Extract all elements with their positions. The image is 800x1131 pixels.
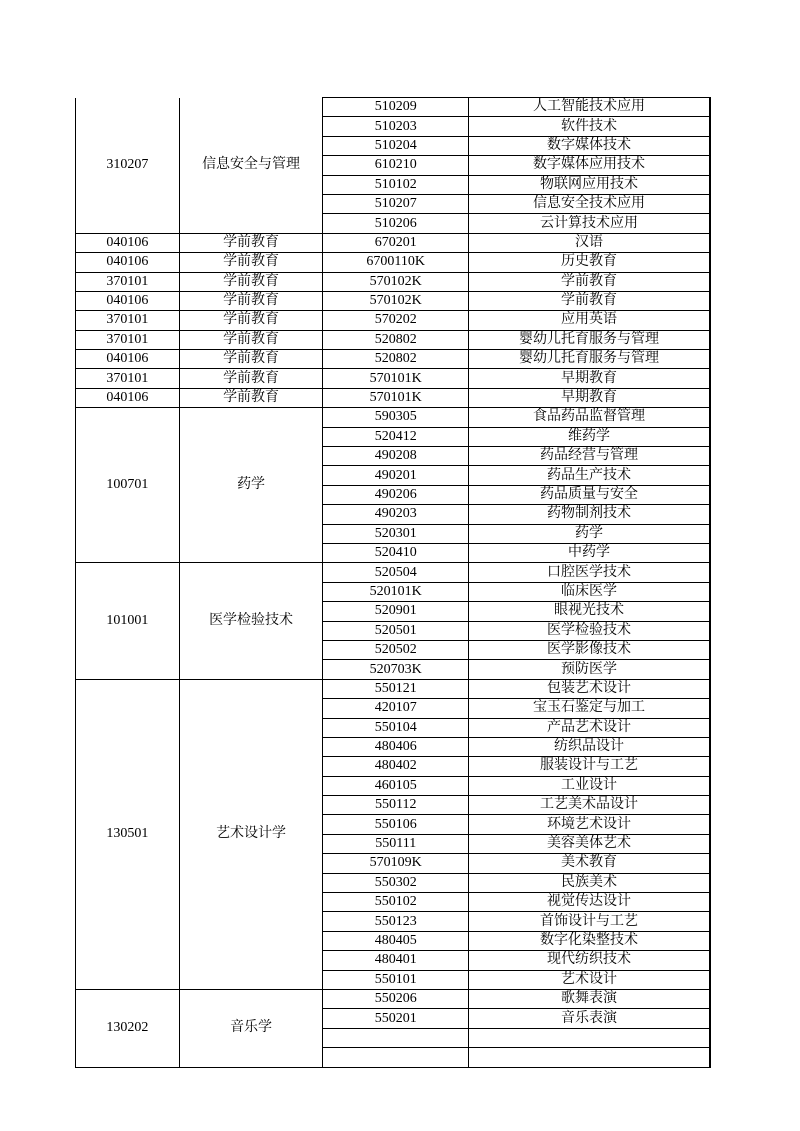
vocational-major-name: 早期教育	[469, 388, 711, 407]
table-row	[76, 679, 711, 698]
vocational-major-name: 首饰设计与工艺	[469, 912, 711, 931]
vocational-major-code: 510206	[323, 214, 469, 233]
vocational-major-name: 婴幼儿托育服务与管理	[469, 350, 711, 369]
vocational-major-name: 医学检验技术	[469, 621, 711, 640]
vocational-major-code: 520101K	[323, 582, 469, 601]
vocational-major-code: 670201	[323, 233, 469, 252]
undergrad-major-code: 370101	[76, 311, 180, 330]
vocational-major-name: 环境艺术设计	[469, 815, 711, 834]
undergrad-major-code: 040106	[76, 291, 180, 310]
vocational-major-code: 550101	[323, 970, 469, 989]
vocational-major-name: 药学	[469, 524, 711, 543]
vocational-major-name: 宝玉石鉴定与加工	[469, 699, 711, 718]
vocational-major-name: 产品艺术设计	[469, 718, 711, 737]
vocational-major-name: 服装设计与工艺	[469, 757, 711, 776]
vocational-major-name: 学前教育	[469, 272, 711, 291]
table-row	[76, 253, 711, 272]
vocational-major-code: 460105	[323, 776, 469, 795]
vocational-major-code: 550111	[323, 834, 469, 853]
vocational-major-name: 历史教育	[469, 253, 711, 272]
vocational-major-name: 纺织品设计	[469, 737, 711, 756]
vocational-major-code: 570101K	[323, 369, 469, 388]
table-row	[76, 311, 711, 330]
vocational-major-code: 480401	[323, 951, 469, 970]
vocational-major-code: 550106	[323, 815, 469, 834]
vocational-major-code: 550302	[323, 873, 469, 892]
undergrad-major-name: 学前教育	[179, 350, 323, 369]
undergrad-major-code: 040106	[76, 253, 180, 272]
vocational-major-name: 美容美体艺术	[469, 834, 711, 853]
undergrad-major-name: 学前教育	[179, 388, 323, 407]
vocational-major-code: 550121	[323, 679, 469, 698]
table-row	[76, 272, 711, 291]
table-row	[76, 233, 711, 252]
vocational-major-code: 550206	[323, 989, 469, 1008]
vocational-major-name: 数字媒体应用技术	[469, 156, 711, 175]
vocational-major-name: 应用英语	[469, 311, 711, 330]
undergrad-major-code: 130202	[76, 989, 180, 1067]
vocational-major-code: 510203	[323, 117, 469, 136]
undergrad-major-name: 学前教育	[179, 369, 323, 388]
undergrad-major-name: 医学检验技术	[179, 563, 323, 679]
vocational-major-name: 临床医学	[469, 582, 711, 601]
vocational-major-name: 婴幼儿托育服务与管理	[469, 330, 711, 349]
vocational-major-name: 口腔医学技术	[469, 563, 711, 582]
vocational-major-name: 维药学	[469, 427, 711, 446]
vocational-major-name: 歌舞表演	[469, 989, 711, 1008]
vocational-major-name: 学前教育	[469, 291, 711, 310]
vocational-major-name: 工艺美术品设计	[469, 796, 711, 815]
vocational-major-code: 520901	[323, 602, 469, 621]
vocational-major-code	[323, 1028, 469, 1047]
vocational-major-name: 信息安全技术应用	[469, 194, 711, 213]
vocational-major-code: 520703K	[323, 660, 469, 679]
vocational-major-code: 550112	[323, 796, 469, 815]
undergrad-major-code: 310207	[76, 98, 180, 234]
vocational-major-name: 早期教育	[469, 369, 711, 388]
vocational-major-code: 570101K	[323, 388, 469, 407]
major-mapping-table	[75, 97, 711, 1068]
table-row	[76, 369, 711, 388]
vocational-major-code: 490206	[323, 485, 469, 504]
vocational-major-name: 药物制剂技术	[469, 505, 711, 524]
vocational-major-code: 520802	[323, 330, 469, 349]
vocational-major-name: 药品经营与管理	[469, 447, 711, 466]
vocational-major-name: 眼视光技术	[469, 602, 711, 621]
vocational-major-code: 480405	[323, 931, 469, 950]
vocational-major-name: 数字化染整技术	[469, 931, 711, 950]
vocational-major-code: 520410	[323, 543, 469, 562]
undergrad-major-code: 040106	[76, 233, 180, 252]
vocational-major-code: 510102	[323, 175, 469, 194]
vocational-major-code: 590305	[323, 408, 469, 427]
vocational-major-name: 药品质量与安全	[469, 485, 711, 504]
undergrad-major-code: 101001	[76, 563, 180, 679]
table-row	[76, 563, 711, 582]
vocational-major-code: 550102	[323, 893, 469, 912]
vocational-major-code: 510207	[323, 194, 469, 213]
undergrad-major-name: 艺术设计学	[179, 679, 323, 989]
table-row	[76, 98, 711, 117]
vocational-major-code: 490201	[323, 466, 469, 485]
vocational-major-name: 艺术设计	[469, 970, 711, 989]
vocational-major-name: 医学影像技术	[469, 640, 711, 659]
vocational-major-code: 490203	[323, 505, 469, 524]
vocational-major-name: 药品生产技术	[469, 466, 711, 485]
undergrad-major-code: 040106	[76, 388, 180, 407]
undergrad-major-name: 学前教育	[179, 253, 323, 272]
undergrad-major-code: 370101	[76, 330, 180, 349]
major-mapping-table-sheet	[75, 97, 711, 1036]
undergrad-major-name: 音乐学	[179, 989, 323, 1067]
vocational-major-name: 民族美术	[469, 873, 711, 892]
vocational-major-code: 480402	[323, 757, 469, 776]
undergrad-major-code: 370101	[76, 272, 180, 291]
vocational-major-name	[469, 1028, 711, 1047]
vocational-major-code: 570102K	[323, 291, 469, 310]
vocational-major-code: 550123	[323, 912, 469, 931]
table-row	[76, 291, 711, 310]
vocational-major-name: 视觉传达设计	[469, 893, 711, 912]
vocational-major-code: 480406	[323, 737, 469, 756]
undergrad-major-name: 学前教育	[179, 272, 323, 291]
vocational-major-code: 550201	[323, 1009, 469, 1028]
vocational-major-code: 510209	[323, 98, 469, 117]
vocational-major-name: 工业设计	[469, 776, 711, 795]
vocational-major-name: 食品药品监督管理	[469, 408, 711, 427]
vocational-major-name: 现代纺织技术	[469, 951, 711, 970]
vocational-major-code: 510204	[323, 136, 469, 155]
table-row	[76, 330, 711, 349]
vocational-major-name: 汉语	[469, 233, 711, 252]
vocational-major-code: 490208	[323, 447, 469, 466]
undergrad-major-name: 学前教育	[179, 233, 323, 252]
undergrad-major-name: 信息安全与管理	[179, 98, 323, 234]
vocational-major-name: 人工智能技术应用	[469, 98, 711, 117]
vocational-major-name: 云计算技术应用	[469, 214, 711, 233]
vocational-major-name: 中药学	[469, 543, 711, 562]
vocational-major-code: 570102K	[323, 272, 469, 291]
vocational-major-name: 物联网应用技术	[469, 175, 711, 194]
vocational-major-code: 520502	[323, 640, 469, 659]
table-row	[76, 989, 711, 1008]
vocational-major-name: 美术教育	[469, 854, 711, 873]
table-row	[76, 388, 711, 407]
undergrad-major-code: 130501	[76, 679, 180, 989]
vocational-major-name: 预防医学	[469, 660, 711, 679]
vocational-major-code: 520504	[323, 563, 469, 582]
undergrad-major-name: 学前教育	[179, 330, 323, 349]
vocational-major-code: 520301	[323, 524, 469, 543]
vocational-major-name	[469, 1048, 711, 1067]
vocational-major-code: 610210	[323, 156, 469, 175]
undergrad-major-name: 学前教育	[179, 311, 323, 330]
vocational-major-code: 420107	[323, 699, 469, 718]
undergrad-major-name: 学前教育	[179, 291, 323, 310]
vocational-major-code	[323, 1048, 469, 1067]
undergrad-major-code: 100701	[76, 408, 180, 563]
vocational-major-name: 数字媒体技术	[469, 136, 711, 155]
undergrad-major-code: 040106	[76, 350, 180, 369]
vocational-major-code: 570109K	[323, 854, 469, 873]
vocational-major-code: 550104	[323, 718, 469, 737]
undergrad-major-name: 药学	[179, 408, 323, 563]
vocational-major-code: 520412	[323, 427, 469, 446]
vocational-major-name: 音乐表演	[469, 1009, 711, 1028]
vocational-major-code: 520802	[323, 350, 469, 369]
vocational-major-code: 570202	[323, 311, 469, 330]
vocational-major-name: 软件技术	[469, 117, 711, 136]
vocational-major-code: 520501	[323, 621, 469, 640]
table-row	[76, 408, 711, 427]
vocational-major-code: 6700110K	[323, 253, 469, 272]
table-row	[76, 350, 711, 369]
undergrad-major-code: 370101	[76, 369, 180, 388]
vocational-major-name: 包装艺术设计	[469, 679, 711, 698]
